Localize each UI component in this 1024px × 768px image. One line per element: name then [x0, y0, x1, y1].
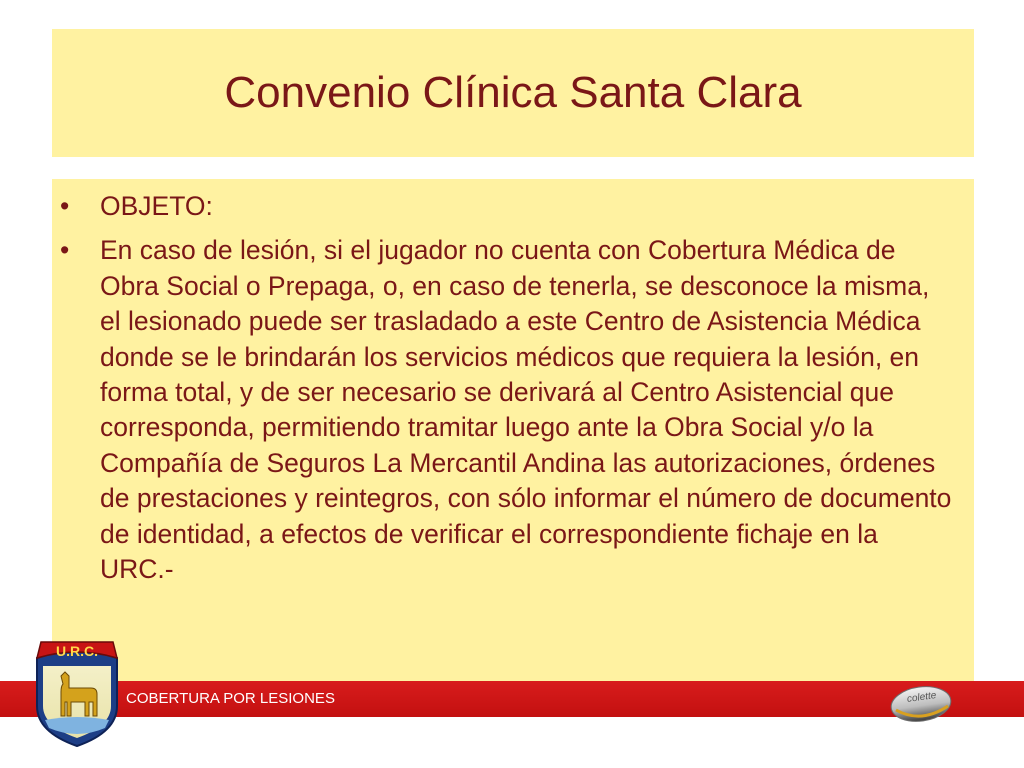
bullet-icon: •	[60, 235, 70, 266]
bullet-list	[52, 189, 974, 587]
content-panel	[52, 179, 974, 681]
title-panel	[52, 29, 974, 157]
slide-title: Convenio Clínica Santa Clara	[224, 68, 802, 117]
bullet-text: En caso de lesión, si el jugador no cuenta con Cobertura Médica de Obra Social o Prepaga, o, en caso de tenerla, se desconoce la misma, el lesionado puede ser trasladado a este Centro de Asistencia Médica donde se le brindarán los servicios médicos que requiera la lesión, en forma total, y de ser necesario se derivará al Centro Asistencial que corresponda, permitiendo tramitar luego ante la Obra Social y/o la Compañía de Seguros La Mercantil Andina las autorizaciones, órdenes de prestaciones y reintegros, con sólo informar el número de documento de identidad, a efectos de verificar el correspondiente fichaje en la URC.-	[100, 235, 952, 585]
rugby-ball-logo	[888, 680, 954, 726]
urc-crest-logo	[31, 636, 123, 748]
footer-label: COBERTURA POR LESIONES	[126, 690, 335, 707]
bullet-item-description	[52, 233, 974, 587]
bullet-item-objeto	[52, 189, 974, 224]
bullet-text: OBJETO:	[100, 191, 213, 221]
ball-text: colette	[906, 690, 938, 706]
bullet-icon: •	[60, 191, 70, 221]
crest-text: U.R.C.	[56, 643, 98, 659]
